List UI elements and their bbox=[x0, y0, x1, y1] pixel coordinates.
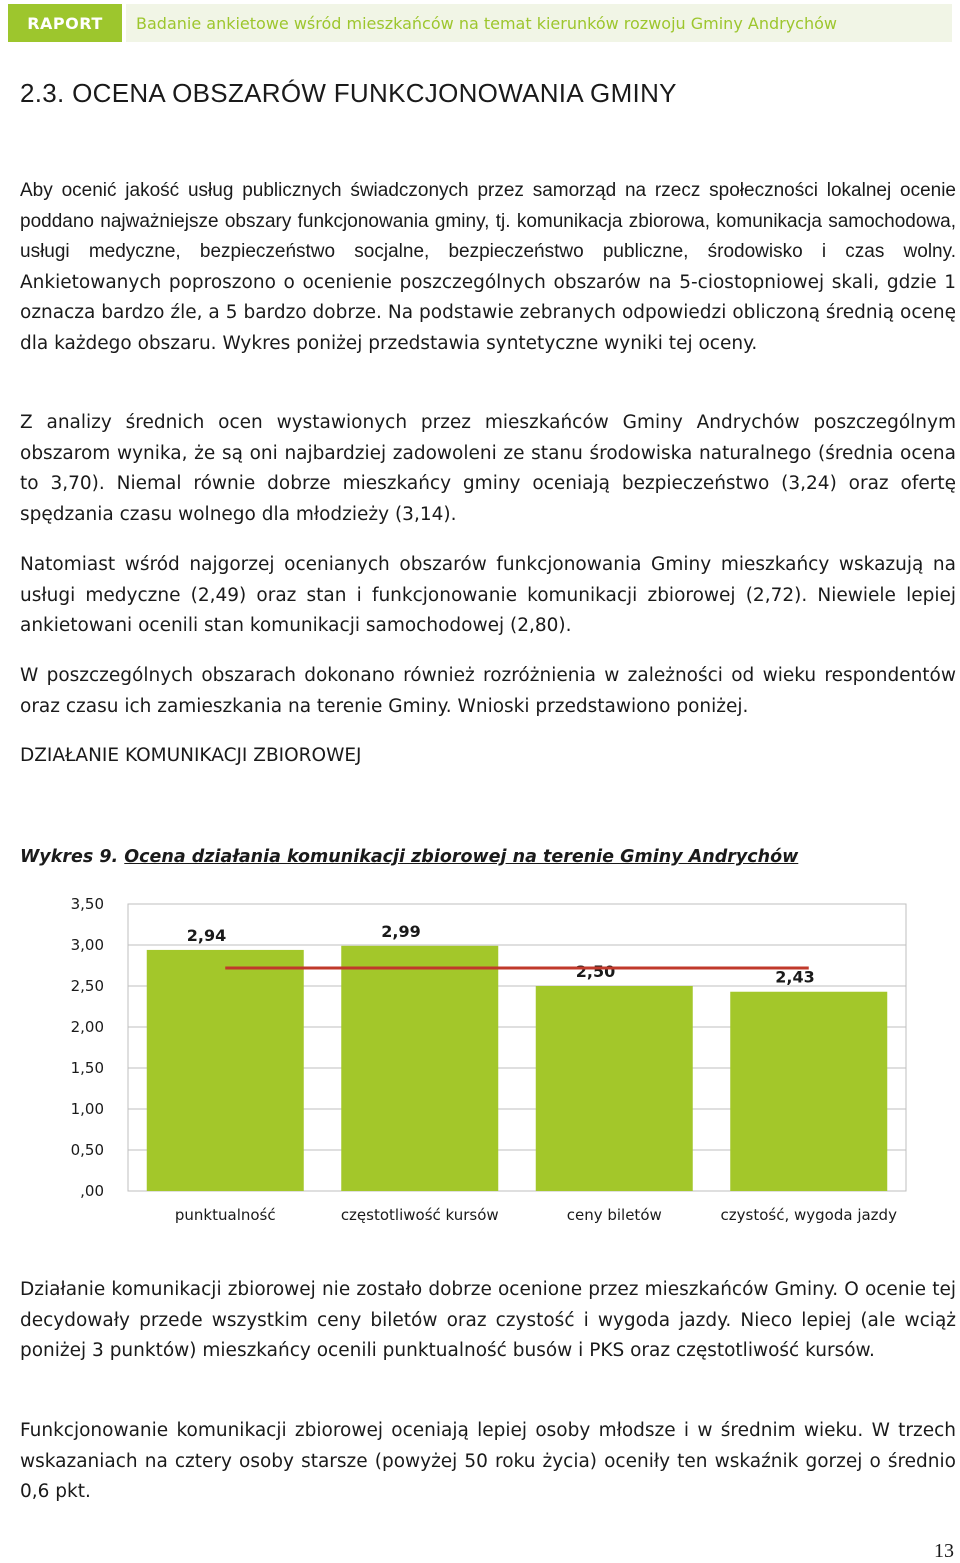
intro-part2: Ankietowanych poproszono o ocenienie poszczególnych obszarów na 5-ciostopniowej skali, gdzie 1 oznacza bardzo źle, a 5 bardzo dobrze. Na podstawie zebranych odpowiedzi obliczoną średnią ocenę dla każdego obszaru. Wykres poniżej przedstawia syntetyczne wyniki tej oceny. bbox=[20, 271, 956, 354]
x-tick-label: częstotliwość kursów bbox=[340, 1206, 499, 1224]
paragraph-2: Z analizy średnich ocen wystawionych przez mieszkańców Gminy Andrychów poszczególnym obszarom wynika, że są oni najbardziej zadowoleni ze stanu środowiska naturalnego (średnia ocena to 3,70). Niemal równie dobrze mieszkańcy gminy oceniają bezpieczeństwo (3,24) oraz ofertę spędzania czasu wolnego dla młodzieży (3,14). bbox=[20, 412, 956, 525]
subsection-title: DZIAŁANIE KOMUNIKACJI ZBIOROWEJ bbox=[20, 745, 362, 766]
paragraph-5: Działanie komunikacji zbiorowej nie zostało dobrze ocenione przez mieszkańców Gminy. O ocenie tej decydowały przede wszystkim ceny biletów oraz czystość i wygoda jazdy. Nieco lepiej (ale wciąż poniżej 3 punktów) mieszkańcy ocenili punktualność busów i PKS oraz częstotliwość kursów. bbox=[20, 1279, 956, 1361]
bar bbox=[536, 986, 693, 1191]
intro-part1: Aby ocenić jakość usług publicznych świadczonych przez samorząd na rzecz społeczności lokalnej ocenie poddano najważniejsze obszary funkcjonowania gminy, tj. komunikacja zbiorowa, komunikacja samochodowa, usługi medyczne, bezpieczeństwo socjalne, bezpieczeństwo publiczne, środowisko i czas wolny. bbox=[20, 180, 956, 262]
x-tick-label: punktualność bbox=[174, 1206, 276, 1224]
y-tick-label: 2,00 bbox=[70, 1018, 104, 1036]
report-tag: RAPORT bbox=[8, 4, 122, 42]
bar bbox=[730, 992, 887, 1191]
y-tick-label: 3,50 bbox=[70, 895, 104, 913]
x-tick-label: ceny biletów bbox=[566, 1206, 662, 1224]
bar-value-label: 2,99 bbox=[381, 921, 421, 941]
bar bbox=[341, 946, 498, 1191]
y-tick-label: 0,50 bbox=[70, 1141, 104, 1159]
intro-paragraph bbox=[20, 176, 956, 359]
section-heading: 2.3. OCENA OBSZARÓW FUNKCJONOWANIA GMINY bbox=[20, 78, 677, 108]
bar-value-label: 2,50 bbox=[575, 962, 616, 981]
page-header bbox=[8, 4, 952, 42]
y-tick-label: ,00 bbox=[80, 1182, 104, 1200]
header-title: Badanie ankietowe wśród mieszkańców na temat kierunków rozwoju Gminy Andrychów bbox=[126, 4, 952, 42]
y-tick-label: 1,50 bbox=[70, 1059, 104, 1077]
paragraph-6: Funkcjonowanie komunikacji zbiorowej oceniają lepiej osoby młodsze i w średnim wieku. W trzech wskazaniach na cztery osoby starsze (powyżej 50 roku życia) oceniły ten wskaźnik gorzej o średnio 0,6 pkt. bbox=[20, 1420, 956, 1502]
y-tick-label: 1,00 bbox=[70, 1100, 104, 1118]
page-number: 13 bbox=[934, 1540, 954, 1562]
chart-caption bbox=[20, 847, 798, 867]
caption-text: Ocena działania komunikacji zbiorowej na terenie Gminy Andrychów bbox=[124, 847, 799, 867]
paragraph-3: Natomiast wśród najgorzej ocenianych obszarów funkcjonowania Gminy mieszkańcy wskazują na usługi medyczne (2,49) oraz stan i funkcjonowanie komunikacji zbiorowej (2,72). Niewiele lepiej ankietowani ocenili stan komunikacji samochodowej (2,80). bbox=[20, 554, 956, 636]
paragraph-4: W poszczególnych obszarach dokonano również rozróżnienia w zależności od wieku respondentów oraz czasu ich zamieszkania na terenie Gminy. Wnioski przedstawiono poniżej. bbox=[20, 665, 956, 717]
x-tick-label: czystość, wygoda jazdy bbox=[720, 1206, 897, 1224]
bar-chart bbox=[40, 890, 920, 1240]
y-tick-label: 2,50 bbox=[70, 977, 104, 995]
caption-label: Wykres 9. bbox=[20, 847, 119, 867]
bar-value-label: 2,43 bbox=[775, 967, 815, 987]
bar bbox=[147, 950, 304, 1191]
bar-value-label: 2,94 bbox=[186, 925, 227, 945]
y-tick-label: 3,00 bbox=[70, 936, 104, 954]
